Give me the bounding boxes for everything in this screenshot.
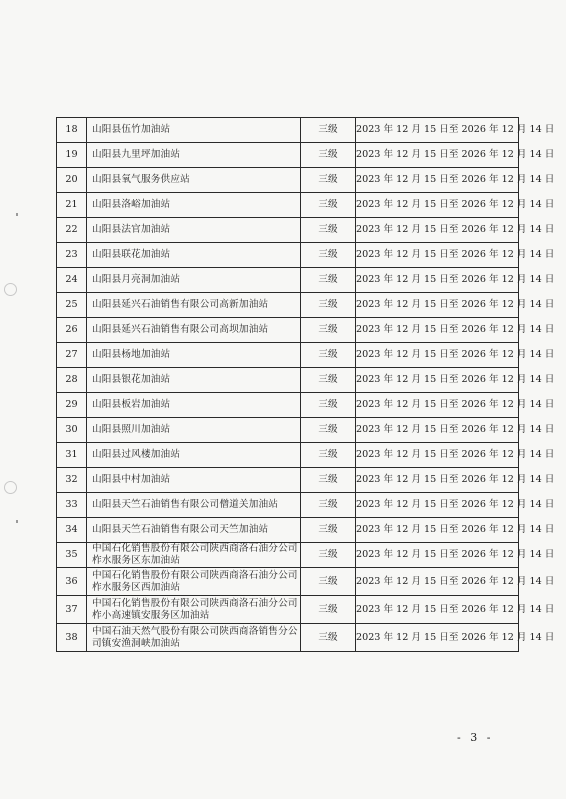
validity-period: 2023 年 12 月 15 日至 2026 年 12 月 14 日 [356,268,519,293]
row-number: 34 [57,518,87,543]
row-number: 24 [57,268,87,293]
gas-station-table [56,117,555,652]
grade-level: 三级 [301,493,356,518]
station-name: 山阳县联花加油站 [87,243,301,268]
grade-level: 三级 [301,443,356,468]
validity-period: 2023 年 12 月 15 日至 2026 年 12 月 14 日 [356,193,519,218]
grade-level: 三级 [301,418,356,443]
station-name: 山阳县延兴石油销售有限公司高新加油站 [87,293,301,318]
station-name: 山阳县洛峪加油站 [87,193,301,218]
row-number: 23 [57,243,87,268]
row-number: 26 [57,318,87,343]
row-number: 21 [57,193,87,218]
grade-level: 三级 [301,368,356,393]
row-number: 27 [57,343,87,368]
station-name: 山阳县银花加油站 [87,368,301,393]
grade-level: 三级 [301,293,356,318]
validity-period: 2023 年 12 月 15 日至 2026 年 12 月 14 日 [356,624,519,652]
grade-level: 三级 [301,243,356,268]
station-name: 山阳县九里坪加油站 [87,143,301,168]
station-name: 山阳县板岩加油站 [87,393,301,418]
row-number: 38 [57,624,87,652]
row-number: 20 [57,168,87,193]
table-row [57,518,519,543]
row-number: 37 [57,596,87,624]
validity-period: 2023 年 12 月 15 日至 2026 年 12 月 14 日 [356,318,519,343]
table-body [57,118,555,652]
station-name: 山阳县天竺石油销售有限公司天竺加油站 [87,518,301,543]
validity-period: 2023 年 12 月 15 日至 2026 年 12 月 14 日 [356,468,519,493]
table-row [57,243,519,268]
grade-level: 三级 [301,543,356,568]
table-row [57,368,519,393]
row-number: 29 [57,393,87,418]
station-name: 山阳县月亮洞加油站 [87,268,301,293]
validity-period: 2023 年 12 月 15 日至 2026 年 12 月 14 日 [356,293,519,318]
table-row [57,596,519,624]
scan-speck [16,520,18,523]
table-row [57,418,519,443]
station-name: 山阳县法官加油站 [87,218,301,243]
table-row [57,143,519,168]
row-number: 28 [57,368,87,393]
grade-level: 三级 [301,468,356,493]
validity-period: 2023 年 12 月 15 日至 2026 年 12 月 14 日 [356,596,519,624]
table-row [57,624,519,652]
validity-period: 2023 年 12 月 15 日至 2026 年 12 月 14 日 [356,568,519,596]
row-number: 30 [57,418,87,443]
station-name: 山阳县天竺石油销售有限公司僧道关加油站 [87,493,301,518]
table-row [57,568,519,596]
row-number: 32 [57,468,87,493]
table-row [57,168,519,193]
station-name: 山阳县伍竹加油站 [87,118,301,143]
grade-level: 三级 [301,518,356,543]
station-name: 山阳县过风楼加油站 [87,443,301,468]
station-name: 山阳县氧气服务供应站 [87,168,301,193]
validity-period: 2023 年 12 月 15 日至 2026 年 12 月 14 日 [356,493,519,518]
table-row [57,318,519,343]
table-row [57,218,519,243]
validity-period: 2023 年 12 月 15 日至 2026 年 12 月 14 日 [356,168,519,193]
row-number: 22 [57,218,87,243]
validity-period: 2023 年 12 月 15 日至 2026 年 12 月 14 日 [356,393,519,418]
page-number: - 3 - [457,731,494,744]
grade-level: 三级 [301,596,356,624]
table-row [57,468,519,493]
grade-level: 三级 [301,393,356,418]
station-name: 中国石化销售股份有限公司陕西商洛石油分公司柞水服务区东加油站 [87,543,301,568]
station-name: 中国石化销售股份有限公司陕西商洛石油分公司柞小高速镇安服务区加油站 [87,596,301,624]
table-row [57,393,519,418]
validity-period: 2023 年 12 月 15 日至 2026 年 12 月 14 日 [356,518,519,543]
station-name: 山阳县杨地加油站 [87,343,301,368]
grade-level: 三级 [301,218,356,243]
row-number: 31 [57,443,87,468]
row-number: 25 [57,293,87,318]
validity-period: 2023 年 12 月 15 日至 2026 年 12 月 14 日 [356,543,519,568]
scan-speck [16,213,18,216]
row-number: 36 [57,568,87,596]
grade-level: 三级 [301,193,356,218]
validity-period: 2023 年 12 月 15 日至 2026 年 12 月 14 日 [356,118,519,143]
table-row [57,193,519,218]
station-name: 中国石油天然气股份有限公司陕西商洛销售分公司镇安渔洞峡加油站 [87,624,301,652]
table-row [57,493,519,518]
validity-period: 2023 年 12 月 15 日至 2026 年 12 月 14 日 [356,143,519,168]
validity-period: 2023 年 12 月 15 日至 2026 年 12 月 14 日 [356,218,519,243]
binding-hole-mark [4,481,17,494]
grade-level: 三级 [301,118,356,143]
row-number: 33 [57,493,87,518]
grade-level: 三级 [301,343,356,368]
table-row [57,118,519,143]
validity-period: 2023 年 12 月 15 日至 2026 年 12 月 14 日 [356,368,519,393]
table-row [57,293,519,318]
grade-level: 三级 [301,318,356,343]
table-row [57,268,519,293]
grade-level: 三级 [301,168,356,193]
station-name: 山阳县延兴石油销售有限公司高坝加油站 [87,318,301,343]
validity-period: 2023 年 12 月 15 日至 2026 年 12 月 14 日 [356,243,519,268]
validity-period: 2023 年 12 月 15 日至 2026 年 12 月 14 日 [356,343,519,368]
grade-level: 三级 [301,624,356,652]
table-row [57,543,519,568]
station-name: 山阳县中村加油站 [87,468,301,493]
validity-period: 2023 年 12 月 15 日至 2026 年 12 月 14 日 [356,418,519,443]
grade-level: 三级 [301,268,356,293]
grade-level: 三级 [301,568,356,596]
table-row [57,343,519,368]
station-name: 中国石化销售股份有限公司陕西商洛石油分公司柞水服务区西加油站 [87,568,301,596]
row-number: 18 [57,118,87,143]
table-row [57,443,519,468]
validity-period: 2023 年 12 月 15 日至 2026 年 12 月 14 日 [356,443,519,468]
grade-level: 三级 [301,143,356,168]
row-number: 19 [57,143,87,168]
binding-hole-mark [4,283,17,296]
station-name: 山阳县照川加油站 [87,418,301,443]
row-number: 35 [57,543,87,568]
